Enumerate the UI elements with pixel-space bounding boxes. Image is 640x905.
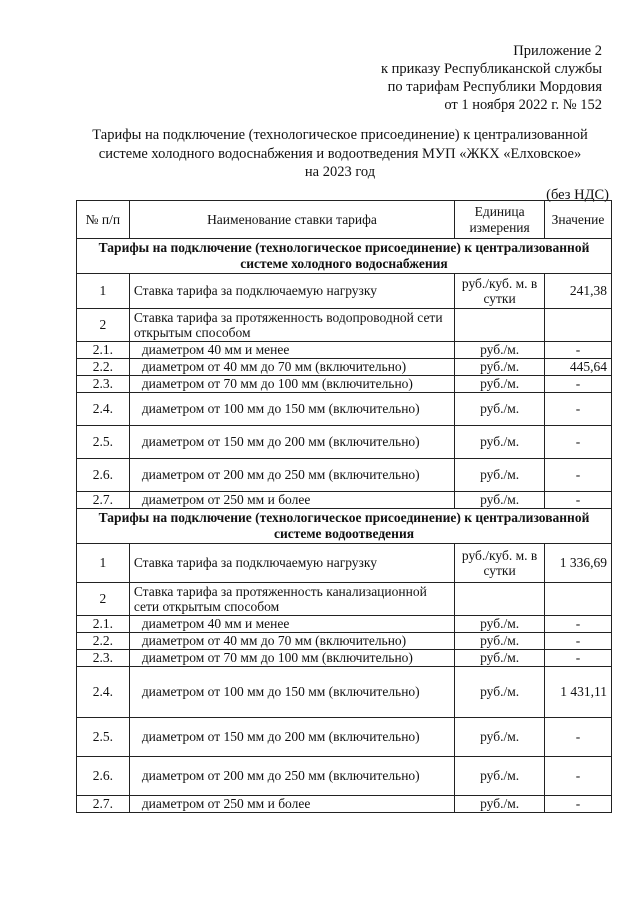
table-row xyxy=(77,633,612,650)
header-line: от 1 ноября 2022 г. № 152 xyxy=(444,97,602,113)
table-row xyxy=(77,309,612,342)
row-num: 2.4. xyxy=(77,667,130,718)
table-row xyxy=(77,650,612,667)
row-num: 2.3. xyxy=(77,650,130,667)
row-num: 2.2. xyxy=(77,359,130,376)
vat-note: (без НДС) xyxy=(546,187,609,203)
row-value: - xyxy=(545,616,612,633)
row-value: 1 431,11 xyxy=(545,667,612,718)
row-name: Ставка тарифа за протяженность водопроводной сети открытым способом xyxy=(129,309,454,342)
document-header xyxy=(381,42,602,114)
row-name: диаметром от 40 мм до 70 мм (включительно) xyxy=(129,633,454,650)
row-unit: руб./м. xyxy=(455,633,545,650)
row-unit: руб./м. xyxy=(455,718,545,757)
row-value: - xyxy=(545,393,612,426)
table-row xyxy=(77,359,612,376)
table-row xyxy=(77,342,612,359)
row-unit: руб./м. xyxy=(455,426,545,459)
title-line: на 2023 год xyxy=(304,164,376,180)
row-unit: руб./м. xyxy=(455,796,545,813)
row-name: Ставка тарифа за протяженность канализационной сети открытым способом xyxy=(129,583,454,616)
table-row xyxy=(77,544,612,583)
row-name: диаметром от 100 мм до 150 мм (включительно) xyxy=(129,667,454,718)
row-unit: руб./м. xyxy=(455,393,545,426)
title-line: системе холодного водоснабжения и водоотведения МУП «ЖКХ «Елховское» xyxy=(98,145,582,162)
row-value: - xyxy=(545,633,612,650)
row-num: 2.6. xyxy=(77,459,130,492)
table-row xyxy=(77,667,612,718)
row-name: диаметром от 150 мм до 200 мм (включительно) xyxy=(129,426,454,459)
section-title: Тарифы на подключение (технологическое присоединение) к централизованной системе водоотведения xyxy=(77,509,612,544)
row-unit: руб./м. xyxy=(455,492,545,509)
row-unit: руб./м. xyxy=(455,650,545,667)
row-value: - xyxy=(545,757,612,796)
row-unit xyxy=(455,583,545,616)
header-name: Наименование ставки тарифа xyxy=(129,201,454,239)
table-row xyxy=(77,274,612,309)
row-num: 2 xyxy=(77,583,130,616)
row-value: 1 336,69 xyxy=(545,544,612,583)
row-num: 2.1. xyxy=(77,342,130,359)
row-name: диаметром от 250 мм и более xyxy=(129,492,454,509)
row-value: 241,38 xyxy=(545,274,612,309)
row-unit: руб./куб. м. в сутки xyxy=(455,274,545,309)
table-row xyxy=(77,796,612,813)
row-num: 2.7. xyxy=(77,492,130,509)
document-title xyxy=(70,126,610,182)
row-name: диаметром от 70 мм до 100 мм (включительно) xyxy=(129,650,454,667)
row-value: - xyxy=(545,492,612,509)
table-row xyxy=(77,583,612,616)
header-line: Приложение 2 xyxy=(513,43,602,59)
row-num: 1 xyxy=(77,274,130,309)
section-row xyxy=(77,239,612,274)
row-value: - xyxy=(545,426,612,459)
section-title: Тарифы на подключение (технологическое присоединение) к централизованной системе холодного водоснабжения xyxy=(77,239,612,274)
row-name: диаметром от 40 мм до 70 мм (включительно) xyxy=(129,359,454,376)
row-name: диаметром от 150 мм до 200 мм (включительно) xyxy=(129,718,454,757)
table-row xyxy=(77,718,612,757)
table-row xyxy=(77,426,612,459)
row-name: Ставка тарифа за подключаемую нагрузку xyxy=(129,274,454,309)
table-row xyxy=(77,492,612,509)
row-unit: руб./м. xyxy=(455,459,545,492)
row-value xyxy=(545,309,612,342)
row-value: - xyxy=(545,718,612,757)
row-unit: руб./м. xyxy=(455,359,545,376)
row-value: - xyxy=(545,376,612,393)
table-header-row xyxy=(77,201,612,239)
row-num: 2.6. xyxy=(77,757,130,796)
row-name: диаметром от 250 мм и более xyxy=(129,796,454,813)
row-value: 445,64 xyxy=(545,359,612,376)
row-unit: руб./м. xyxy=(455,342,545,359)
row-name: диаметром от 70 мм до 100 мм (включительно) xyxy=(129,376,454,393)
row-value xyxy=(545,583,612,616)
table-row xyxy=(77,459,612,492)
section-row xyxy=(77,509,612,544)
row-num: 2.3. xyxy=(77,376,130,393)
row-num: 2.2. xyxy=(77,633,130,650)
header-line: по тарифам Республики Мордовия xyxy=(387,79,602,95)
row-unit xyxy=(455,309,545,342)
row-name: диаметром 40 мм и менее xyxy=(129,616,454,633)
table-row xyxy=(77,393,612,426)
table-row xyxy=(77,616,612,633)
row-num: 2 xyxy=(77,309,130,342)
header-num: № п/п xyxy=(77,201,130,239)
row-value: - xyxy=(545,342,612,359)
table-row xyxy=(77,757,612,796)
row-value: - xyxy=(545,650,612,667)
row-name: Ставка тарифа за подключаемую нагрузку xyxy=(129,544,454,583)
row-num: 2.5. xyxy=(77,718,130,757)
row-num: 2.5. xyxy=(77,426,130,459)
row-num: 2.4. xyxy=(77,393,130,426)
title-line: Тарифы на подключение (технологическое присоединение) к централизованной xyxy=(92,127,588,143)
row-unit: руб./м. xyxy=(455,667,545,718)
tariffs-table xyxy=(76,200,612,813)
row-unit: руб./м. xyxy=(455,376,545,393)
row-name: диаметром от 200 мм до 250 мм (включительно) xyxy=(129,459,454,492)
row-name: диаметром от 100 мм до 150 мм (включительно) xyxy=(129,393,454,426)
row-unit: руб./м. xyxy=(455,757,545,796)
row-name: диаметром 40 мм и менее xyxy=(129,342,454,359)
row-value: - xyxy=(545,459,612,492)
row-name: диаметром от 200 мм до 250 мм (включительно) xyxy=(129,757,454,796)
row-num: 2.7. xyxy=(77,796,130,813)
row-value: - xyxy=(545,796,612,813)
header-line: к приказу Республиканской службы xyxy=(380,61,602,77)
header-value: Значение xyxy=(545,201,612,239)
header-unit: Единица измерения xyxy=(455,201,545,239)
table-row xyxy=(77,376,612,393)
row-unit: руб./куб. м. в сутки xyxy=(455,544,545,583)
row-num: 1 xyxy=(77,544,130,583)
row-num: 2.1. xyxy=(77,616,130,633)
row-unit: руб./м. xyxy=(455,616,545,633)
